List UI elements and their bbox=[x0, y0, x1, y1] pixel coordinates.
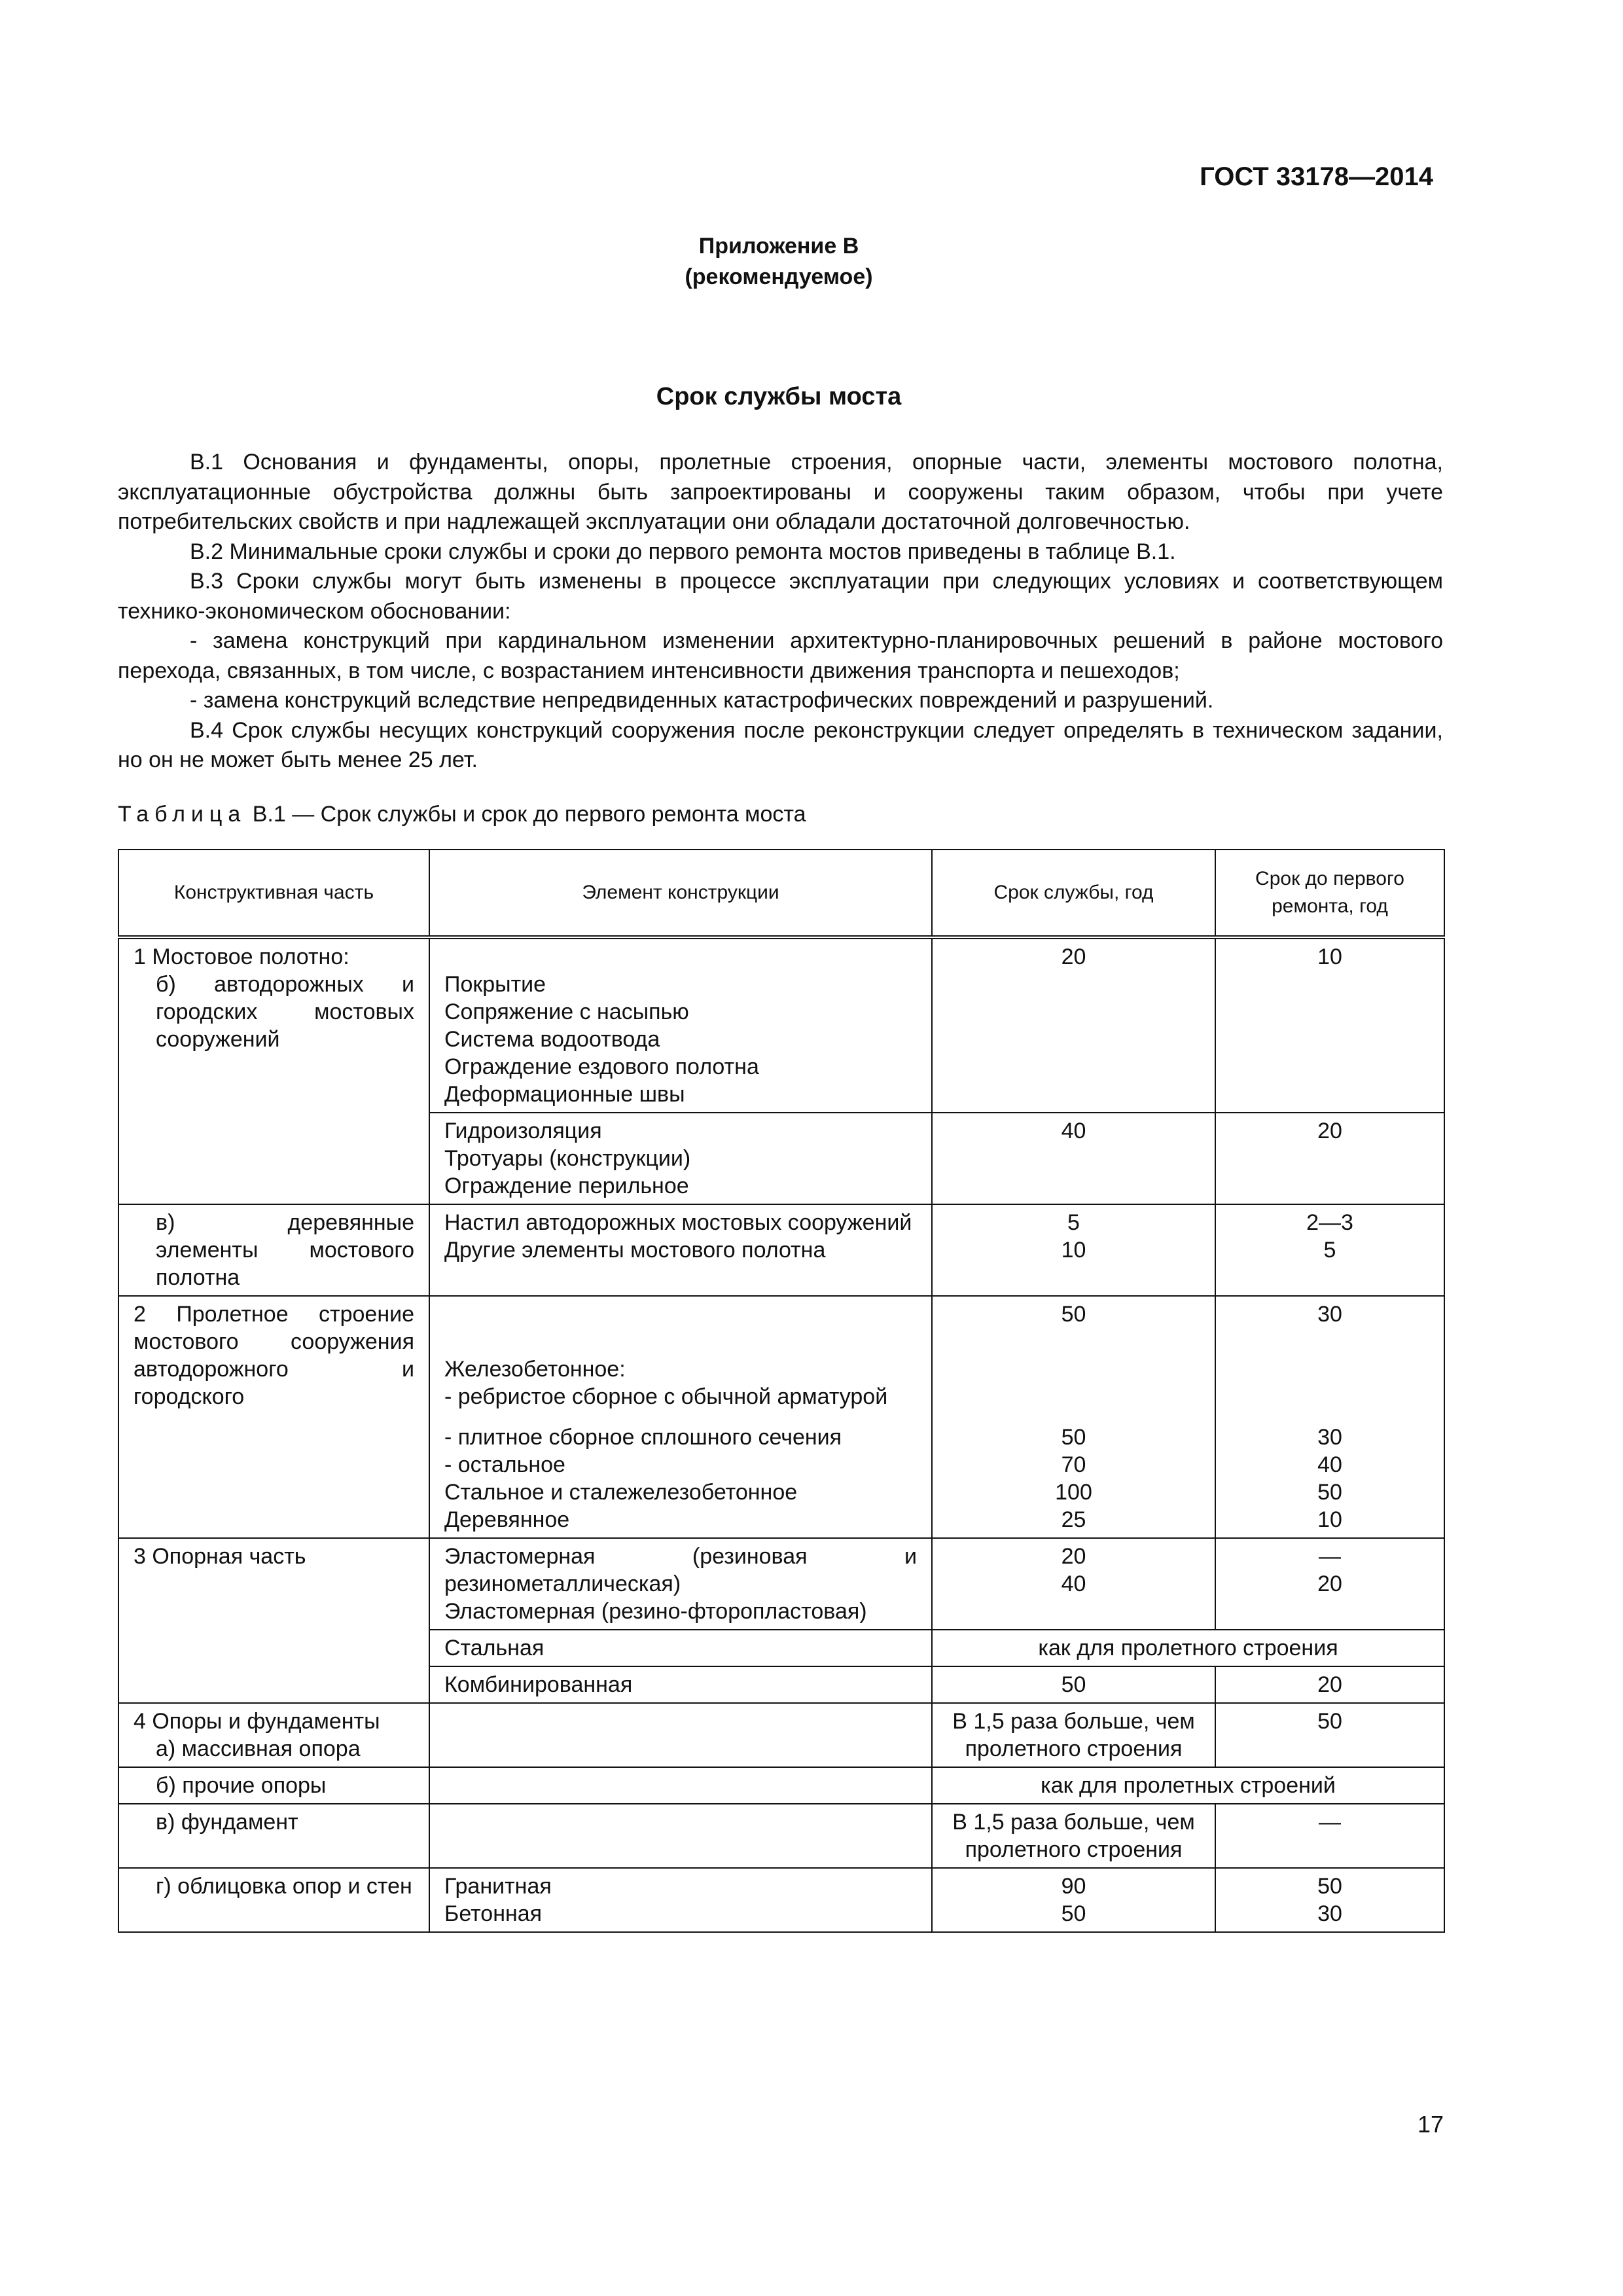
table-row bbox=[118, 1868, 1444, 1932]
table-cell: 50 bbox=[932, 1296, 1215, 1414]
element-label: Покрытие bbox=[444, 972, 546, 997]
table-row bbox=[118, 1767, 1444, 1804]
table-cell bbox=[429, 1804, 932, 1868]
value: 5 bbox=[1067, 1210, 1080, 1235]
value: 40 bbox=[1061, 1571, 1086, 1596]
element-label: Стальное и сталежелезобетонное bbox=[444, 1480, 798, 1505]
table-cell bbox=[1215, 1414, 1444, 1538]
column-header: Элемент конструкции bbox=[429, 850, 932, 937]
element-label: Настил автодорожных мостовых сооружений bbox=[444, 1210, 912, 1235]
column-header: Конструктивная часть bbox=[118, 850, 429, 937]
table-cell bbox=[932, 1414, 1215, 1538]
value: 40 bbox=[1317, 1452, 1342, 1477]
table-cell: 20 bbox=[932, 937, 1215, 1113]
table-cell: Комбинированная bbox=[429, 1666, 932, 1703]
table-cell: — bbox=[1215, 1804, 1444, 1868]
table-cell bbox=[932, 1538, 1215, 1630]
value: 100 bbox=[1055, 1480, 1092, 1505]
value: 30 bbox=[1317, 1425, 1342, 1450]
table-row bbox=[118, 1538, 1444, 1630]
element-label: Система водоотвода bbox=[444, 1027, 660, 1052]
table-cell bbox=[1215, 1538, 1444, 1630]
table-cell bbox=[429, 1414, 932, 1538]
value: 30 bbox=[1317, 1901, 1342, 1926]
table-cell: как для пролетного строения bbox=[932, 1630, 1444, 1666]
value: 5 bbox=[1323, 1238, 1336, 1263]
table-row bbox=[118, 1703, 1444, 1767]
part-sublabel: а) массивная опора bbox=[156, 1736, 361, 1761]
part-sublabel: г) облицовка опор и стен bbox=[156, 1874, 412, 1899]
table-cell: 30 bbox=[1215, 1296, 1444, 1414]
value: 50 bbox=[1061, 1425, 1086, 1450]
table-cell bbox=[429, 1296, 932, 1414]
element-label: Гранитная bbox=[444, 1874, 552, 1899]
part-sublabel: в) деревянные элементы мостового полотна bbox=[156, 1210, 414, 1290]
table-cell: 20 bbox=[1215, 1113, 1444, 1204]
table-cell bbox=[932, 1204, 1215, 1296]
section-title: Срок службы моста bbox=[656, 383, 902, 410]
paragraph-b1: В.1 Основания и фундаменты, опоры, пролетные строения, опорные части, элементы мостового полотна, эксплуатационные обустройства должны быть запроектированы и сооружены таким образом, чтобы при учете потребительских свойств и при надлежащей эксплуатации они обладали достаточной долговечностью. bbox=[118, 450, 1443, 534]
table-cell: 3 Опорная часть bbox=[118, 1538, 429, 1703]
element-label: Ограждение ездового полотна bbox=[444, 1054, 759, 1079]
table-cell bbox=[1215, 1204, 1444, 1296]
part-sublabel: в) фундамент bbox=[156, 1810, 298, 1835]
table-cell bbox=[932, 1868, 1215, 1932]
table-cell: Стальная bbox=[429, 1630, 932, 1666]
table-cell bbox=[429, 1767, 932, 1804]
table-cell: 50 bbox=[932, 1666, 1215, 1703]
paragraph-b3-item1: - замена конструкций при кардинальном изменении архитектурно-планировочных решений в районе мостового перехода, связанных, в том числе, с возрастанием интенсивности движения транспорта и пешеходов; bbox=[118, 628, 1443, 683]
table-row bbox=[118, 937, 1444, 1113]
value: 50 bbox=[1317, 1874, 1342, 1899]
table-cell bbox=[429, 1538, 932, 1630]
column-header: Срок службы, год bbox=[932, 850, 1215, 937]
part-sublabel: б) автодорожных и городских мостовых сооружений bbox=[156, 972, 414, 1052]
value: 50 bbox=[1317, 1480, 1342, 1505]
annex-status: (рекомендуемое) bbox=[685, 264, 873, 289]
value: 2—3 bbox=[1306, 1210, 1353, 1235]
value: 20 bbox=[1061, 1544, 1086, 1569]
page-number: 17 bbox=[1417, 2111, 1444, 2138]
table-cell: В 1,5 раза больше, чем пролетного строения bbox=[932, 1804, 1215, 1868]
annex-label: Приложение В bbox=[698, 234, 859, 259]
element-label: - ребристое сборное с обычной арматурой bbox=[444, 1384, 888, 1409]
service-life-table bbox=[118, 849, 1445, 1933]
element-label: Деформационные швы bbox=[444, 1082, 685, 1107]
paragraph-b2: В.2 Минимальные сроки службы и сроки до первого ремонта мостов приведены в таблице В.1. bbox=[190, 539, 1176, 564]
table-caption-text: В.1 — Срок службы и срок до первого ремонта моста bbox=[246, 802, 806, 827]
standard-number: ГОСТ 33178—2014 bbox=[1200, 162, 1433, 191]
table-cell bbox=[118, 1204, 429, 1296]
value: 50 bbox=[1061, 1901, 1086, 1926]
table-cell: как для пролетных строений bbox=[932, 1767, 1444, 1804]
table-cell bbox=[429, 1868, 932, 1932]
element-heading: Железобетонное: bbox=[444, 1357, 626, 1382]
element-label: - плитное сборное сплошного сечения bbox=[444, 1425, 842, 1450]
table-cell bbox=[429, 1204, 932, 1296]
table-cell: 50 bbox=[1215, 1703, 1444, 1767]
table-cell: В 1,5 раза больше, чем пролетного строения bbox=[932, 1703, 1215, 1767]
table-caption-prefix: Таблица bbox=[118, 802, 247, 827]
value: 10 bbox=[1317, 1507, 1342, 1532]
element-label: Сопряжение с насыпью bbox=[444, 999, 689, 1024]
value: 70 bbox=[1061, 1452, 1086, 1477]
table-cell bbox=[118, 937, 429, 1204]
value: 25 bbox=[1061, 1507, 1086, 1532]
table-row bbox=[118, 1296, 1444, 1414]
element-label: Ограждение перильное bbox=[444, 1174, 689, 1198]
table-cell bbox=[429, 1703, 932, 1767]
table-cell bbox=[118, 1804, 429, 1868]
table-cell bbox=[1215, 1868, 1444, 1932]
value: 10 bbox=[1061, 1238, 1086, 1263]
table-cell bbox=[118, 1703, 429, 1767]
table-cell: 10 bbox=[1215, 937, 1444, 1113]
table-row bbox=[118, 1204, 1444, 1296]
element-label: Бетонная bbox=[444, 1901, 543, 1926]
body-text bbox=[118, 448, 1443, 776]
value: 90 bbox=[1061, 1874, 1086, 1899]
part-sublabel: б) прочие опоры bbox=[156, 1773, 327, 1798]
table-cell bbox=[429, 1113, 932, 1204]
element-label: Другие элементы мостового полотна bbox=[444, 1238, 826, 1263]
element-label: Деревянное bbox=[444, 1507, 570, 1532]
element-label: Тротуары (конструкции) bbox=[444, 1146, 691, 1171]
part-label: 1 Мостовое полотно: bbox=[134, 944, 349, 969]
paragraph-b3-item2: - замена конструкций вследствие непредвиденных катастрофических повреждений и разрушений. bbox=[190, 688, 1214, 713]
table-cell: 2 Пролетное строение мостового сооружения автодорожного и городского bbox=[118, 1296, 429, 1538]
table-cell bbox=[118, 1767, 429, 1804]
table-header-row bbox=[118, 850, 1444, 937]
paragraph-b3: В.3 Сроки службы могут быть изменены в процессе эксплуатации при следующих условиях и соответствующем технико-экономическом обосновании: bbox=[118, 569, 1443, 624]
element-label: Эластомерная (резино-фторопластовая) bbox=[444, 1599, 867, 1624]
table-caption bbox=[118, 802, 806, 827]
element-label: Эластомерная (резиновая и резинометаллическая) bbox=[444, 1544, 917, 1596]
element-label: - остальное bbox=[444, 1452, 565, 1477]
value: 20 bbox=[1317, 1571, 1342, 1596]
element-label: Гидроизоляция bbox=[444, 1119, 602, 1143]
value: — bbox=[1319, 1544, 1341, 1569]
table-cell bbox=[429, 937, 932, 1113]
table-cell: 20 bbox=[1215, 1666, 1444, 1703]
table-cell bbox=[118, 1868, 429, 1932]
table-cell: 40 bbox=[932, 1113, 1215, 1204]
part-label: 4 Опоры и фундаменты bbox=[134, 1709, 380, 1734]
paragraph-b4: В.4 Срок службы несущих конструкций сооружения после реконструкции следует определять в техническом задании, но он не может быть менее 25 лет. bbox=[118, 717, 1443, 772]
column-header: Срок до первого ремонта, год bbox=[1215, 850, 1444, 937]
table-row bbox=[118, 1804, 1444, 1868]
